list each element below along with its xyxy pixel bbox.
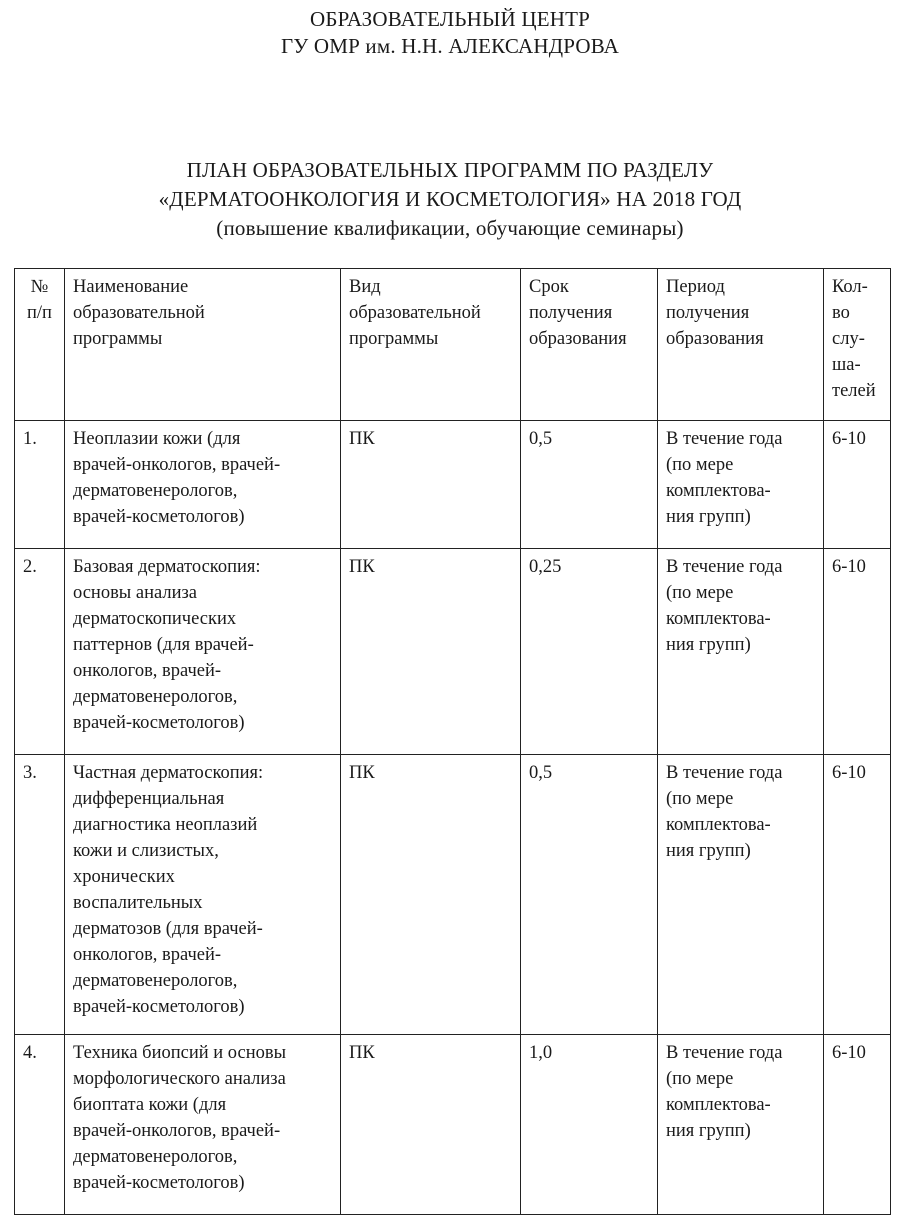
document-header	[0, 6, 900, 60]
table-row	[15, 1035, 891, 1215]
cell-period: В течение года (по мере комплектова- ния групп)	[658, 549, 824, 755]
header-program-name: Наименование образовательной программы	[65, 269, 341, 421]
plan-title-block	[0, 156, 900, 243]
cell-listener-count: 6-10	[824, 549, 891, 755]
header-period: Период получения образования	[658, 269, 824, 421]
cell-period: В течение года (по мере комплектова- ния групп)	[658, 755, 824, 1035]
header-listener-count: Кол- во слу- ша- телей	[824, 269, 891, 421]
cell-program-name: Техника биопсий и основы морфологического анализа биоптата кожи (для врачей-онкологов, врачей- дерматовенерологов, врачей-косметологов)	[65, 1035, 341, 1215]
cell-term: 0,25	[521, 549, 658, 755]
programs-table	[14, 268, 891, 1215]
cell-program-type: ПК	[341, 421, 521, 549]
cell-term: 0,5	[521, 755, 658, 1035]
cell-number: 4.	[15, 1035, 65, 1215]
cell-term: 1,0	[521, 1035, 658, 1215]
cell-period: В течение года (по мере комплектова- ния групп)	[658, 421, 824, 549]
cell-program-name: Базовая дерматоскопия: основы анализа дерматоскопических паттернов (для врачей- онкологов, врачей- дерматовенерологов, врачей-косметологов)	[65, 549, 341, 755]
cell-program-type: ПК	[341, 549, 521, 755]
table-row	[15, 549, 891, 755]
cell-number: 1.	[15, 421, 65, 549]
cell-number: 2.	[15, 549, 65, 755]
cell-program-name: Частная дерматоскопия: дифференциальная диагностика неоплазий кожи и слизистых, хронических воспалительных дерматозов (для врачей- онкологов, врачей- дерматовенерологов, врачей-косметологов)	[65, 755, 341, 1035]
cell-listener-count: 6-10	[824, 755, 891, 1035]
header-program-type: Вид образовательной программы	[341, 269, 521, 421]
cell-period: В течение года (по мере комплектова- ния групп)	[658, 1035, 824, 1215]
table-header-row	[15, 269, 891, 421]
cell-number: 3.	[15, 755, 65, 1035]
header-number: № п/п	[15, 269, 65, 421]
cell-listener-count: 6-10	[824, 421, 891, 549]
organization-subtitle: ГУ ОМР им. Н.Н. АЛЕКСАНДРОВА	[280, 34, 620, 58]
organization-name: ОБРАЗОВАТЕЛЬНЫЙ ЦЕНТР	[310, 7, 590, 31]
cell-program-type: ПК	[341, 755, 521, 1035]
cell-program-name: Неоплазии кожи (для врачей-онкологов, врачей- дерматовенерологов, врачей-косметологов)	[65, 421, 341, 549]
cell-listener-count: 6-10	[824, 1035, 891, 1215]
plan-title-line-1: ПЛАН ОБРАЗОВАТЕЛЬНЫХ ПРОГРАММ ПО РАЗДЕЛУ	[186, 158, 714, 182]
table-row	[15, 421, 891, 549]
cell-term: 0,5	[521, 421, 658, 549]
plan-subtitle: (повышение квалификации, обучающие семинары)	[216, 216, 684, 240]
plan-title-line-2: «ДЕРМАТООНКОЛОГИЯ И КОСМЕТОЛОГИЯ» НА 2018 ГОД	[158, 187, 742, 211]
cell-program-type: ПК	[341, 1035, 521, 1215]
table-row	[15, 755, 891, 1035]
header-term: Срок получения образования	[521, 269, 658, 421]
